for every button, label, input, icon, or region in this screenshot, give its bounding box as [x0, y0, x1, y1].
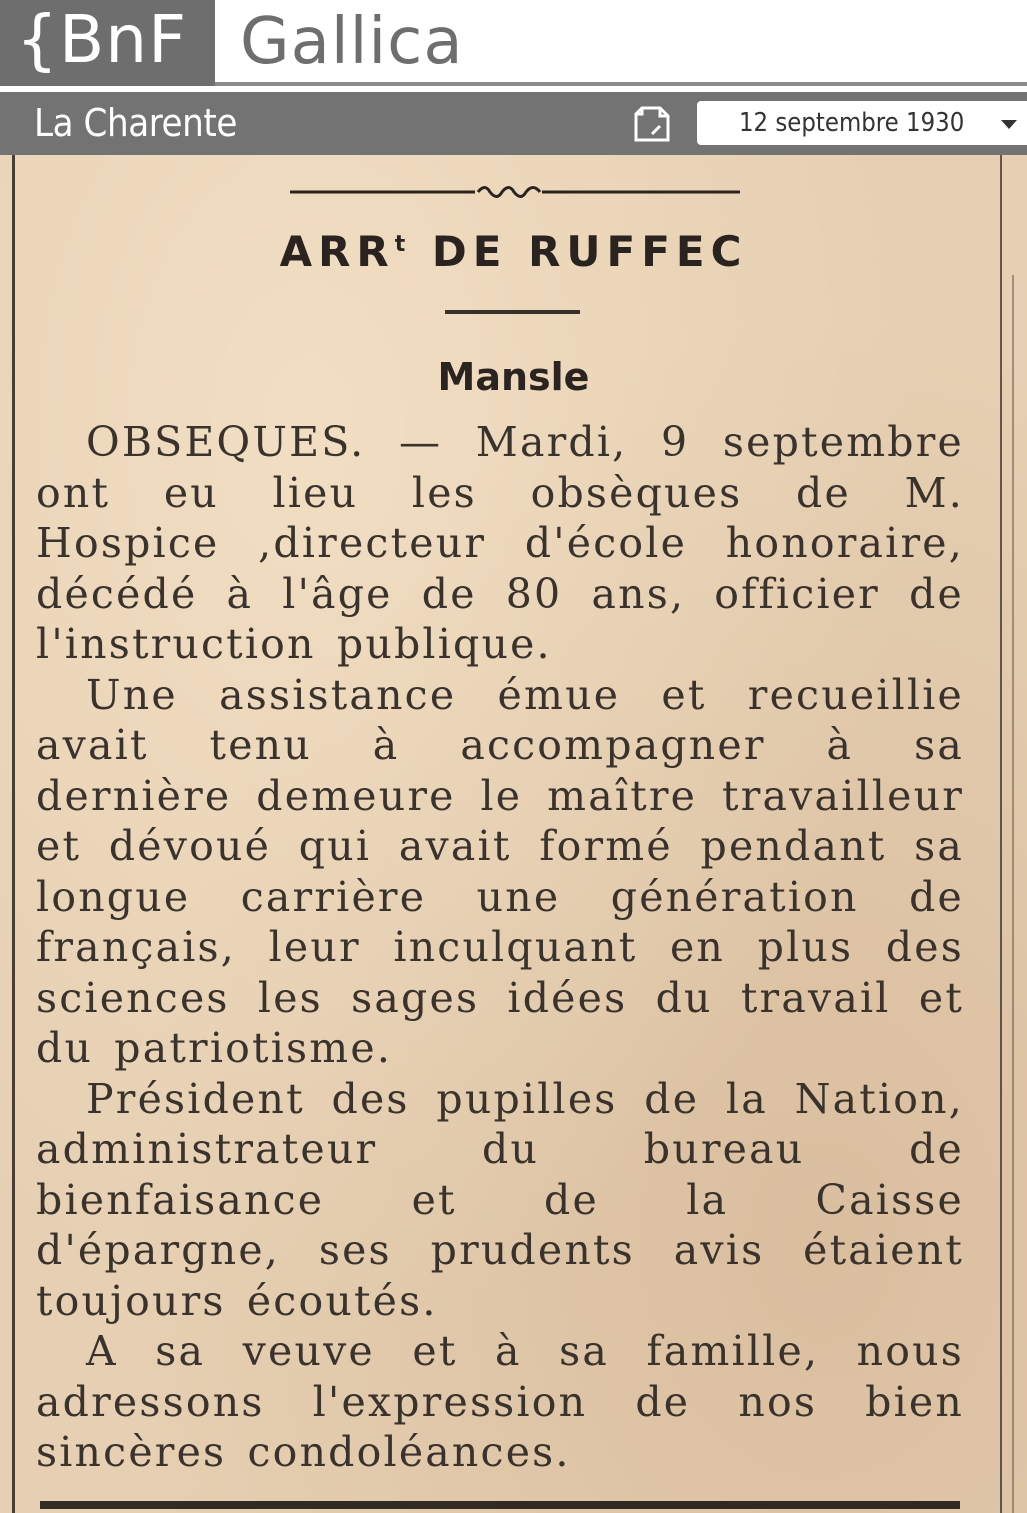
- document-title[interactable]: La Charente: [34, 101, 237, 145]
- decorative-rule-top: [290, 183, 740, 199]
- gallica-logo[interactable]: Gallica: [240, 5, 464, 79]
- section-heading-rest: DE RUFFEC: [411, 227, 748, 276]
- header-divider: [215, 82, 1027, 86]
- article-paragraph-4: A sa veuve et à sa famille, nous adressons l'expression de nos bien sincères condoléances.: [36, 1327, 964, 1476]
- decorative-rule-mid: [445, 310, 580, 314]
- section-heading: [0, 227, 1027, 276]
- place-heading: Mansle: [437, 355, 590, 399]
- section-heading-main: ARR: [279, 227, 395, 276]
- chevron-down-icon: [1001, 120, 1017, 129]
- column-rule-far: [1012, 275, 1014, 1513]
- page-turn-icon[interactable]: [632, 104, 672, 144]
- bnf-logo[interactable]: {BnF: [0, 0, 215, 86]
- date-select[interactable]: [697, 101, 1027, 145]
- bottom-rule: [40, 1501, 960, 1509]
- newspaper-page[interactable]: [0, 155, 1027, 1513]
- article-body: [36, 417, 964, 1478]
- article-paragraph-1: OBSEQUES. — Mardi, 9 septembre ont eu lieu les obsèques de M. Hospice ,directeur d'école honoraire, décédé à l'âge de 80 ans, officier de l'instruction publique.: [36, 418, 964, 668]
- site-header: [0, 0, 1027, 86]
- article-paragraph-3: Président des pupilles de la Nation, administrateur du bureau de bienfaisance et de la Caisse d'épargne, ses prudents avis étaient toujours écoutés.: [36, 1074, 964, 1325]
- section-heading-sup: t: [394, 232, 412, 257]
- article-paragraph-2: Une assistance émue et recueillie avait tenu à accompagner à sa dernière demeure le maître travailleur et dévoué qui avait formé pendant sa longue carrière une génération de français, leur inculquant en plus des sciences les sages idées du travail et du patriotisme.: [36, 670, 964, 1072]
- date-select-value: 12 septembre 1930: [739, 108, 965, 138]
